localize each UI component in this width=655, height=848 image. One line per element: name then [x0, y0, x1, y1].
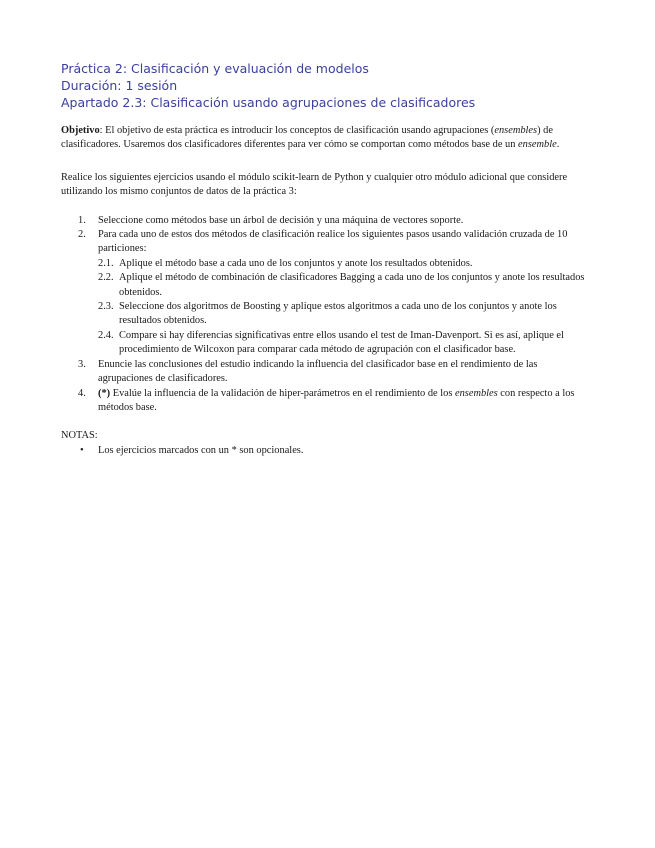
objective-label: Objetivo [61, 125, 100, 136]
notes-list [61, 444, 593, 458]
bullet-icon: • [80, 444, 84, 456]
sub-step-item: 2.1. Aplique el método base a cada uno de los conjuntos y anote los resultados obtenidos. [98, 257, 473, 269]
sub-step-list [98, 257, 593, 358]
sub-step-item: 2.2. Aplique el método de combinación de clasificadores Bagging a cada uno de los conjuntos y anote los resultados obtenidos. [98, 272, 585, 298]
sub-step-item: 2.4. Compare si hay diferencias significativas entre ellos usando el test de Iman-Davenport. Si es así, aplique el procedimiento de Wilcoxon para comparar cada método de agrupación con el clasificador base. [98, 329, 564, 356]
note-item: • Los ejercicios marcados con un * son opcionales. [61, 444, 593, 458]
exercise-item: 2. Para cada uno de estos dos métodos de clasificación realice los siguientes pasos usando validación cruzada de 10 particiones: 2.1. Aplique el método base a cada uno de los conjuntos y anote los resultados obtenidos. 2.2. Aplique el método de combinación de clasificadores Bagging a cada uno de los conjuntos y anote los resultados obtenidos. 2.3. Seleccione dos algoritmos de Boosting y aplique estos algoritmos a cada uno de los conjuntos y anote los resultados obtenidos. 2.4. Compare si hay diferencias significativas entre ellos usando el test de Iman-Davenport. Si es así, aplique el procedimiento de Wilcoxon para comparar cada método de agrupación con el clasificador base. [61, 228, 593, 358]
exercise-list [61, 214, 593, 416]
sub-step-item: 2.3. Seleccione dos algoritmos de Boosting y aplique estos algoritmos a cada uno de los conjuntos y anote los resultados obtenidos. [98, 301, 557, 327]
intro-paragraph: Realice los siguientes ejercicios usando el módulo scikit-learn de Python y cualquier otro módulo adicional que considere utilizando los mismo conjuntos de datos de la práctica 3: [61, 171, 568, 198]
practice-title: Práctica 2: Clasificación y evaluación de modelos [61, 61, 369, 76]
exercise-item: 3. Enuncie las conclusiones del estudio indicando la influencia del clasificador base en el rendimiento de las agrupaciones de clasificadores. [78, 358, 538, 385]
exercise-item: 1. Seleccione como métodos base un árbol de decisión y una máquina de vectores soporte. [78, 214, 464, 226]
exercise-item: 4. (*) Evalúe la influencia de la validación de hiper-parámetros en el rendimiento de los ensembles con respecto a los métodos base. [78, 387, 575, 413]
document-header [61, 60, 621, 111]
duration-line: Duración: 1 sesión [61, 78, 178, 93]
section-title: Apartado 2.3: Clasificación usando agrupaciones de clasificadores [61, 95, 476, 110]
optional-marker: (*) [98, 387, 111, 399]
document-body [61, 124, 593, 458]
notes-title: NOTAS: [61, 430, 98, 442]
notes-section [61, 429, 593, 458]
objective-paragraph: Objetivo: El objetivo de esta práctica es introducir los conceptos de clasificación usando agrupaciones (ensembles) de clasificadores. Usaremos dos clasificadores diferentes para ver cómo se comportan como métodos base de un ensemble. [61, 125, 560, 151]
